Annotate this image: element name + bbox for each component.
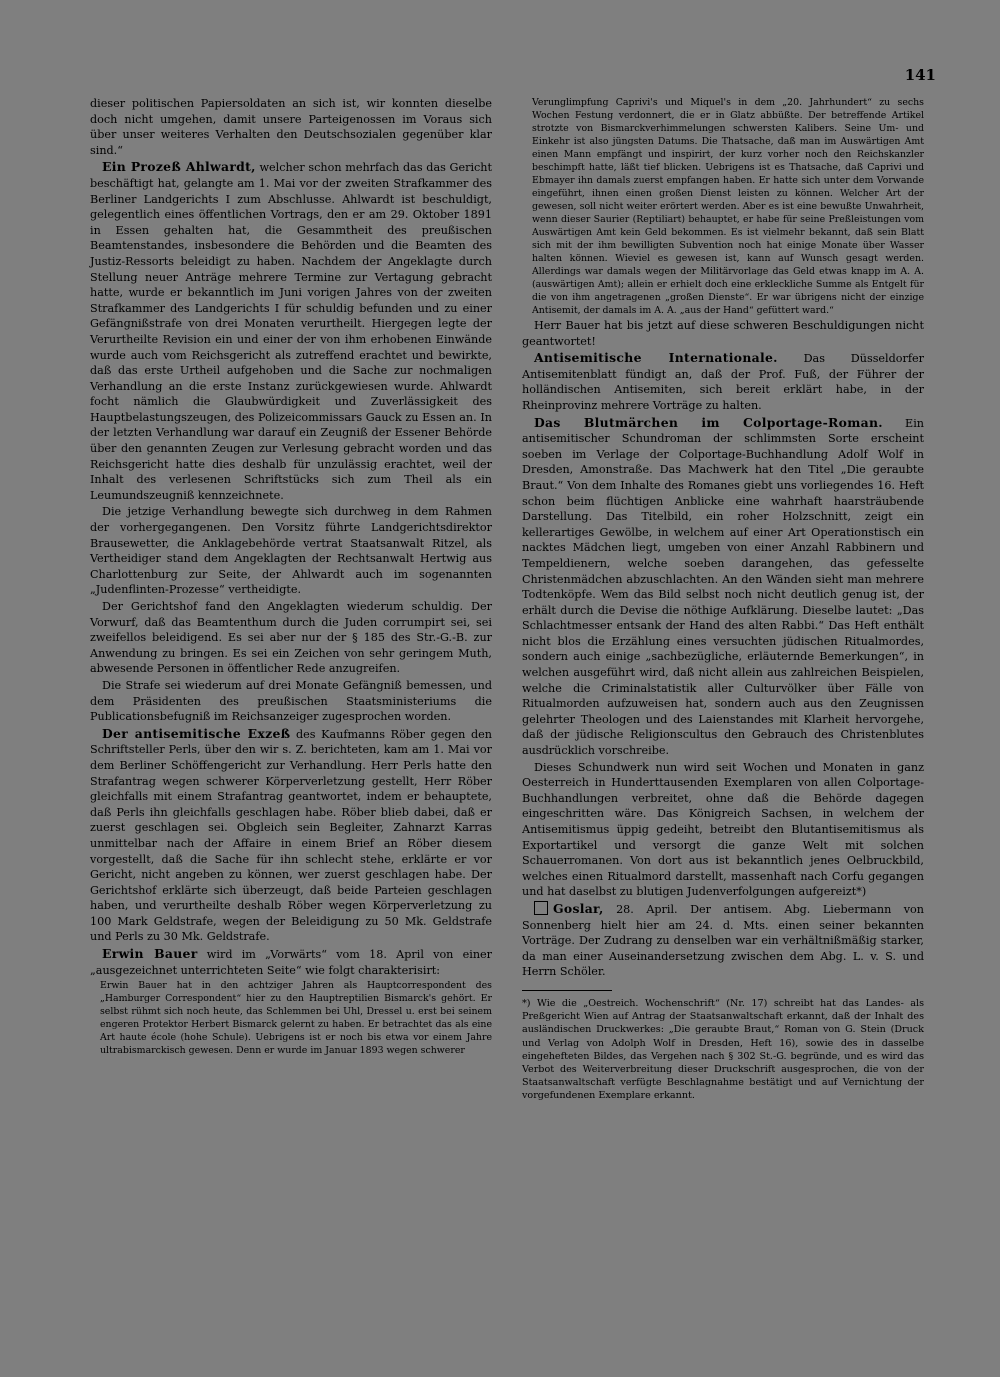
paragraph: Die jetzige Verhandlung bewegte sich durchweg in dem Rahmen der vorhergegangenen. Den Vorsitz führte Landgerichtsdirektor Brausewetter, die Anklagebehörde vertrat Staatsanwalt Ritzel, als Vertheidiger stand dem Angeklagten der Rechtsanwalt Hertwig aus Charlottenburg zur Seite, der Ahlwardt auch im sogenannten „Judenflinten-Prozesse“ vertheidigte. xyxy=(90,505,492,597)
article-heading: Der antisemitische Exzeß xyxy=(102,725,291,741)
right-column xyxy=(522,96,924,1104)
paragraph: dieser politischen Papiersoldaten an sich ist, wir konnten dieselbe doch nicht umgehen, damit unsere Parteigenossen im Voraus sich über unser weiteres Verhalten den Deutschsozialen gegenüber klar sind.“ xyxy=(90,97,492,157)
article-text: Ein antisemitischer Schundroman der schlimmsten Sorte erscheint soeben im Verlage der Colportage-Buchhandlung Adolf Wolf in Dresden, Amonstraße. Das Machwerk hat den Titel „Die geraubte Braut.“ Von dem Inhalte des Romanes giebt uns vorliegendes 16. Heft schon beim flüchtigen Anblicke eine wahrhaft haarsträubende Darstellung. Das Titelbild, ein roher Holzschnitt, zeigt ein kellerartiges Gewölbe, in welchem auf einer Art Operationstisch ein nacktes Mädchen liegt, umgeben von einer Anzahl Rabbinern und Tempeldienern, welche soeben darangehen, das gefesselte Christenmädchen abzuschlachten. An den Wänden sieht man mehrere Todtenköpfe. Wem das Bild selbst noch nicht deutlich genug ist, der erhält durch die Devise die nöthige Aufklärung. Dieselbe lautet: „Das Schlachtmesser entsank der Hand des alten Rabbi.“ Das Heft enthält nicht blos die Erzählung eines versuchten jüdischen Ritualmordes, sondern auch einige „sachbezügliche, erläuternde Bemerkungen“, in welchen ausgeführt wird, daß nicht allein aus zahlreichen Beispielen, welche die Criminalstatistik aller Culturvölker über Fälle von Ritualmorden aufzuweisen hat, sondern auch aus den Zeugnissen gelehrter Theologen und des Laienstandes mit Klarheit hervorgehe, daß der jüdische Religionscultus den Gebrauch des Christenblutes ausdrücklich vorschreibe. xyxy=(522,416,924,758)
article-text: welcher schon mehrfach das das Gericht beschäftigt hat, gelangte am 1. Mai vor der zweiten Strafkammer des Berliner Landgerichts I zum Abschlusse. Ahlwardt ist beschuldigt, gelegentlich eines öffentlichen Vortrags, den er am 29. Oktober 1891 in Essen gehalten hat, die Gesammtheit des preußischen Beamtenstandes, insbesondere die Behörden und die Beamten des Justiz-Ressorts beleidigt zu haben. Nachdem der Angeklagte durch Stellung neuer Anträge mehrere Termine zur Vertagung gebracht hatte, wurde er bekanntlich im Juni vorigen Jahres von der zweiten Strafkammer des Landgerichts I für schuldig befunden und zu einer Gefängnißstrafe von drei Monaten verurtheilt. Hiergegen legte der Verurtheilte Revision ein und einer der von ihm erhobenen Einwände wurde auch vom Reichsgericht als zutreffend erachtet und bewirkte, daß das erste Urtheil aufgehoben und die Sache zur nochmaligen Verhandlung an die erste Instanz zurückgewiesen wurde. Ahlwardt focht nämlich die Glaubwürdigkeit und Zuverlässigkeit des Hauptbelastungszeugen, des Polizeicommissars Gauck zu Essen an. In der letzten Verhandlung war darauf ein Zeugniß der Essener Behörde über den genannten Zeugen zur Verlesung gebracht worden und das Reichsgericht hatte dies deshalb für unzulässig erachtet, weil der Inhalt des verlesenen Schriftstücks sich zum Theil als ein Leumundszeugniß kennzeichnete. xyxy=(90,161,493,502)
article-heading: Ein Prozeß Ahlwardt, xyxy=(102,159,256,175)
article-heading: Goslar, xyxy=(553,900,604,916)
footnote-divider xyxy=(522,990,612,991)
article-text: 28. April. Der antisem. Abg. Liebermann von Sonnenberg hielt hier am 24. d. Mts. einen seiner bekannten Vorträge. Der Zudrang zu denselben war ein verhältnißmäßig starker, da man einer Auseinandersetzung zwischen dem Abg. L. v. S. und Herrn Schöler. xyxy=(522,902,924,979)
article-text: des Kaufmanns Röber gegen den Schriftsteller Perls, über den wir s. Z. berichteten, kam am 1. Mai vor dem Berliner Schöffengericht zur Verhandlung. Herr Perls hatte den Strafantrag wegen schwerer Körperverletzung gestellt, Herr Röber gleichfalls mit einem Strafantrag geantwortet, indem er behauptete, daß Perls ihn gleichfalls geschlagen habe. Röber blieb dabei, daß er zuerst geschlagen sei. Obgleich sein Begleiter, Zahnarzt Karras unmittelbar nach der Affaire in einem Brief an Röber diesem vorgestellt, daß die Sache für ihn schlecht stehe, erklärte er vor Gericht, nicht angeben zu können, wer zuerst geschlagen habe. Der Gerichtshof erklärte sich überzeugt, daß beide Parteien geschlagen haben, und verurtheilte deshalb Röber wegen Körperverletzung zu 100 Mark Geldstrafe, wegen der Beleidigung zu 50 Mk. Geldstrafe und Perls zu 30 Mk. Geldstrafe. xyxy=(90,727,493,944)
footnote: *) Wie die „Oestreich. Wochenschrift“ (Nr. 17) schreibt hat das Landes- als Preßgericht Wien auf Antrag der Staatsanwaltschaft erkannt, daß der Inhalt des ausländischen Druckwerkes: „Die geraubte Braut,“ Roman von G. Stein (Druck und Verlag von Adolph Wolf in Dresden, Heft 16), sowie des in dasselbe eingehefteten Bildes, das Vergehen nach § 302 St.-G. begründe, und es wird das Verbot des Weiterverbreitung dieser Druckschrift ausgesprochen, die von der Staatsanwaltschaft verfügte Beschlagnahme bestätigt und auf Vernichtung der vorgefundenen Exemplare erkannt. xyxy=(522,997,924,1102)
article-bauer xyxy=(90,946,492,978)
article-blutmaerchen xyxy=(522,415,924,759)
paragraph: Der Gerichtshof fand den Angeklagten wiederum schuldig. Der Vorwurf, daß das Beamtenthum durch die Juden corrumpirt sei, sei zweifellos beleidigend. Es sei aber nur der § 185 des Str.-G.-B. zur Anwendung zu bringen. Es sei ein Zeichen von sehr geringem Muth, abwesende Personen in öffentlicher Rede anzugreifen. xyxy=(90,600,492,676)
article-heading: Antisemitische Internationale. xyxy=(534,350,778,366)
page-number: 141 xyxy=(904,66,936,84)
quotation: Erwin Bauer hat in den achtziger Jahren als Hauptcorrespondent des „Hamburger Correspondent“ hier zu den Hauptreptilien Bismarck's gehört. Er selbst rühmt sich noch heute, das Schlemmen bei Uhl, Dressel u. erst bei seinem engeren Protektor Herbert Bismarck gelernt zu haben. Er betrachtet das als eine Art haute école (hohe Schule). Uebrigens ist er noch bis etwa vor einem Jahre ultrabismarckisch gewesen. Denn er wurde im Januar 1893 wegen schwerer xyxy=(100,980,492,1057)
article-heading: Das Blutmärchen im Colportage-Roman. xyxy=(534,414,883,430)
article-goslar xyxy=(522,901,924,980)
paragraph: Dieses Schundwerk nun wird seit Wochen und Monaten in ganz Oesterreich in Hunderttausenden Exemplaren von allen Colportage-Buchhandlungen verbreitet, ohne daß die Behörde dagegen eingeschritten wäre. Das Königreich Sachsen, in welchem der Antisemitismus üppig gedeiht, betreibt den Blutantisemitismus als Exportartikel und versorgt die ganze Welt mit solchen Schauerromanen. Von dort aus ist bekanntlich jenes Oelbruckbild, welches einen Ritualmord darstellt, massenhaft nach Corfu gegangen und hat daselbst zu blutigen Judenverfolgungen aufgereizt*) xyxy=(522,760,924,899)
article-exzess xyxy=(90,726,492,945)
quotation-continued: Verunglimpfung Caprivi's und Miquel's in dem „20. Jahrhundert“ zu sechs Wochen Festung verdonnert, die er in Glatz abbüßte. Der betreffende Artikel strotzte von Bismarckverhimmelungen schwersten Kalibers. Seine Um- und Einkehr ist also jüngsten Datums. Die Thatsache, daß man im Auswärtigen Amt einen Mann empfängt und inspirirt, der kurz vorher noch den Reichskanzler beschimpft hatte, läßt tief blicken. Uebrigens ist es Thatsache, daß Caprivi und Ebmayer ihn damals zuerst empfangen haben. Er hatte sich unter dem Vorwande eingeführt, ihnen einen großen Dienst leisten zu können. Welcher Art der gewesen, soll nicht weiter erörtert werden. Aber es ist eine bewußte Unwahrheit, wenn dieser Saurier (Reptiliart) behauptet, er habe für seine Preßleistungen vom Auswärtigen Amt kein Geld bekommen. Es ist vielmehr bekannt, daß sein Blatt sich mit der ihm bewilligten Subvention noch hat einige Monate über Wasser halten können. Wieviel es gewesen ist, kann auf Wunsch gesagt werden. Allerdings war damals wegen der Militärvorlage das Geld etwas knapp im A. A. (auswärtigen Amt); allein er erhielt doch eine erkleckliche Summe als Entgelt für die von ihm angetragenen „großen Dienste“. Er war übrigens nicht der einzige Antisemit, der damals im A. A. „aus der Hand“ gefüttert ward.“ xyxy=(532,97,924,316)
box-icon xyxy=(534,901,548,915)
left-column xyxy=(90,96,492,1058)
article-text: Das Düsseldorfer Antisemitenblatt fündigt an, daß der Prof. Fuß, der Führer der holländischen Antisemiten, sich bereit erklärt habe, in der Rheinprovinz mehrere Vorträge zu halten. xyxy=(522,352,924,412)
article-heading: Erwin Bauer xyxy=(102,946,198,962)
paragraph: Herr Bauer hat bis jetzt auf diese schweren Beschuldigungen nicht geantwortet! xyxy=(522,319,924,348)
article-text: wird im „Vorwärts“ vom 18. April von einer „ausgezeichnet unterrichteten Seite“ wie folgt charakterisirt: xyxy=(90,948,492,977)
paragraph: Die Strafe sei wiederum auf drei Monate Gefängniß bemessen, und dem Präsidenten des preußischen Staatsministeriums die Publicationsbefugniß im Reichsanzeiger zugesprochen worden. xyxy=(90,678,492,724)
article-ahlwardt xyxy=(90,159,492,503)
article-internationale xyxy=(522,350,924,413)
